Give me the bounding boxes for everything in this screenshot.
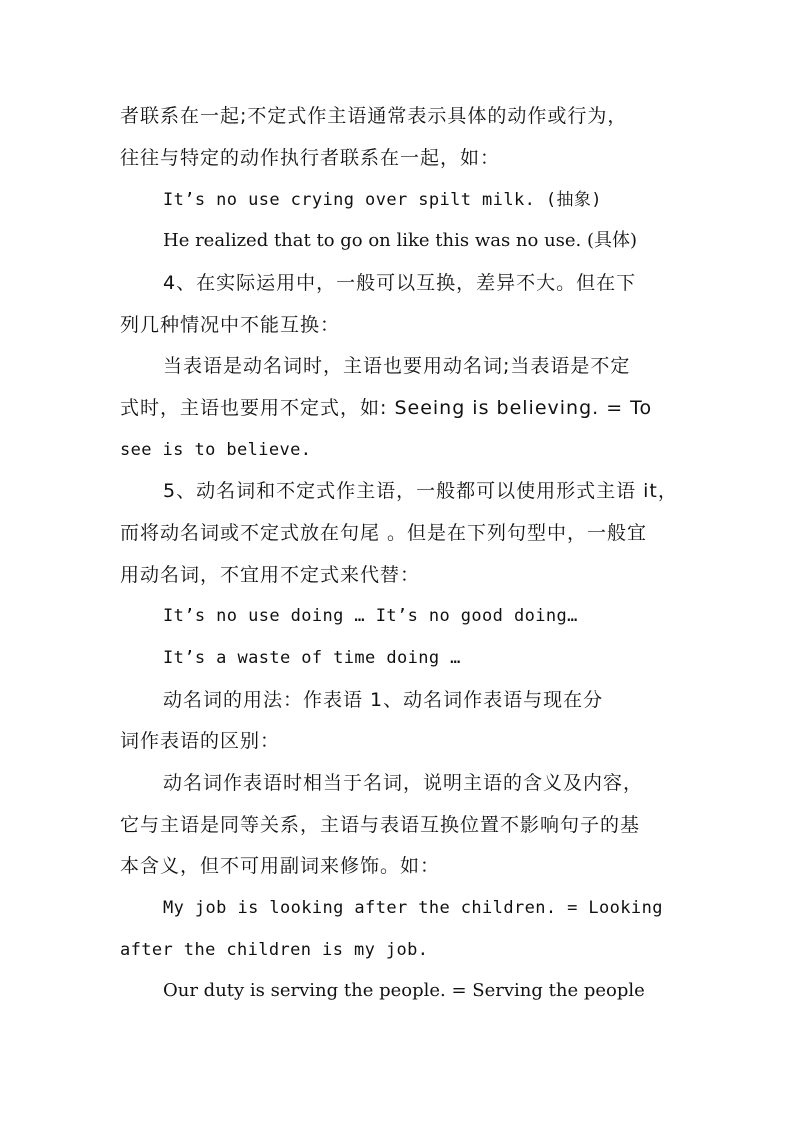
- text-line: 当表语是动名词时，主语也要用动名词;当表语是不定: [163, 355, 631, 377]
- section-heading: 动名词的用法：作表语 1、动名词作表语与现在分: [163, 689, 604, 711]
- example-sentence: He realized that to go on like this was no use. (具体): [163, 230, 638, 251]
- text-line: 词作表语的区别：: [120, 730, 281, 752]
- section-heading: 5、动名词和不定式作主语，一般都可以使用形式主语 it，: [163, 480, 678, 502]
- example-sentence: It’s a waste of time doing …: [163, 648, 461, 668]
- text-line: 者联系在一起;不定式作主语通常表示具体的动作或行为，: [120, 105, 628, 127]
- example-sentence: My job is looking after the children. = Looking: [163, 898, 663, 918]
- text-line: 本含义，但不可用副词来修饰。如：: [120, 855, 441, 877]
- text-line: 式时，主语也要用不定式，如: Seeing is believing. = To: [120, 397, 653, 419]
- text-line: 动名词作表语时相当于名词，说明主语的含义及内容，: [163, 772, 644, 794]
- text-line: see is to believe.: [120, 440, 312, 460]
- text-line: 往往与特定的动作执行者联系在一起，如：: [120, 147, 501, 169]
- text-line: 用动名词，不宜用不定式来代替：: [120, 564, 421, 586]
- text-line: 列几种情况中不能互换：: [120, 314, 341, 336]
- example-sentence: Our duty is serving the people. = Serving the people: [163, 980, 645, 1001]
- text-line: 它与主语是同等关系，主语与表语互换位置不影响句子的基: [120, 814, 641, 836]
- text-line: 而将动名词或不定式放在句尾 。但是在下列句型中，一般宜: [120, 522, 648, 544]
- example-sentence: It’s no use crying over spilt milk. (抽象): [163, 190, 602, 210]
- example-sentence: It’s no use doing … It’s no good doing…: [163, 606, 578, 626]
- example-sentence: after the children is my job.: [120, 940, 429, 960]
- section-heading: 4、在实际运用中，一般可以互换，差异不大。但在下: [163, 272, 637, 294]
